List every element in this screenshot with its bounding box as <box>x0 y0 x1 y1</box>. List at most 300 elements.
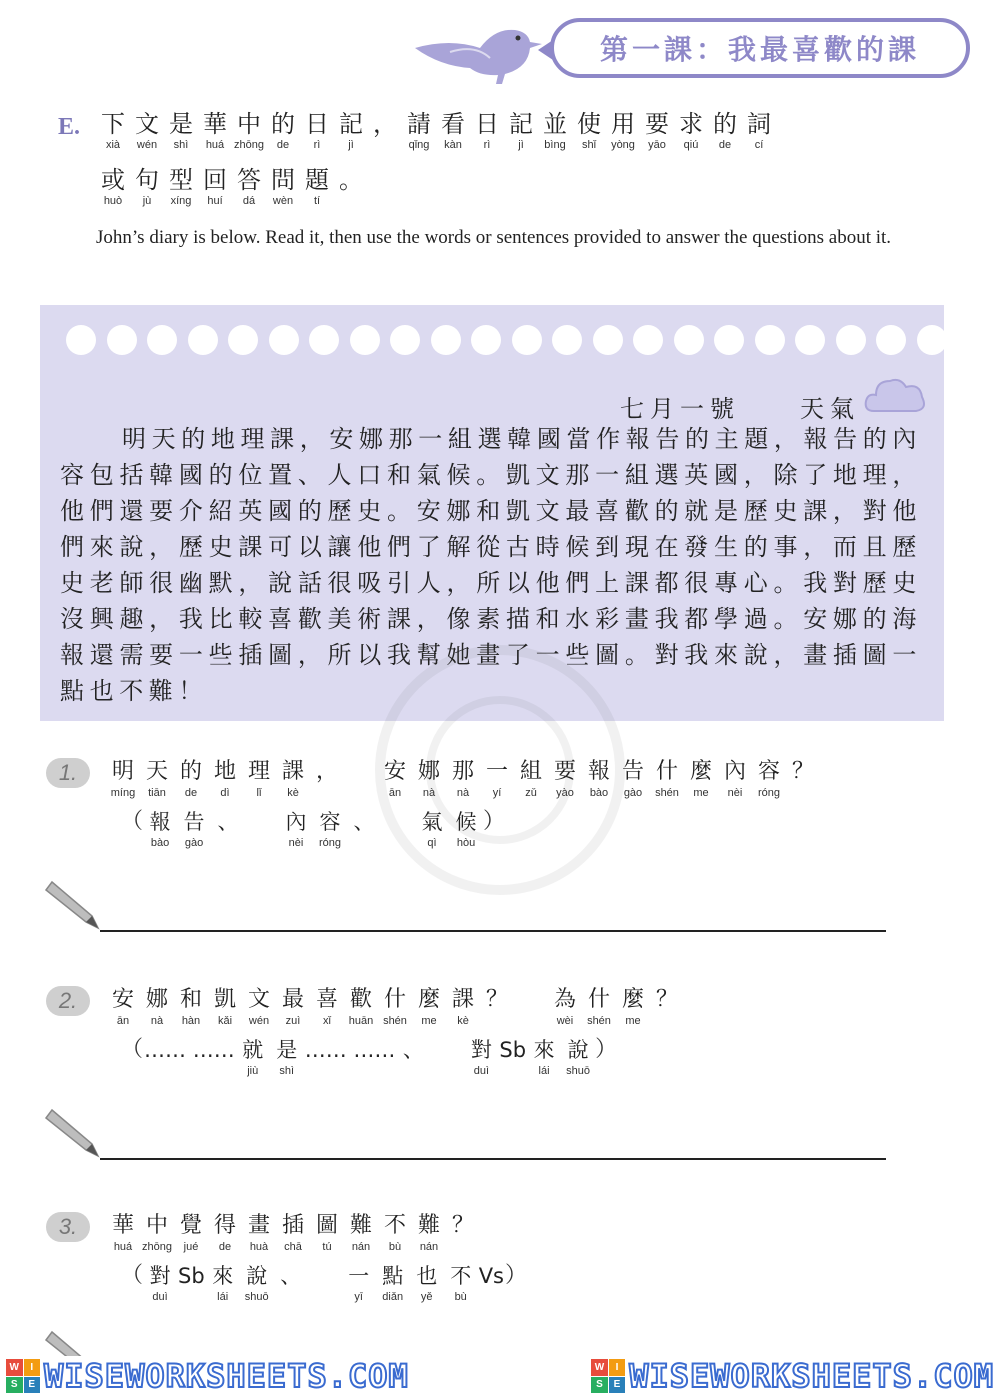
section-letter: E. <box>58 114 81 140</box>
pinyin: dì <box>220 787 230 799</box>
pinyin: huān <box>348 1015 374 1027</box>
ruby-char <box>311 1212 343 1254</box>
ruby-char <box>397 1036 429 1078</box>
notebook-hole <box>512 325 542 355</box>
notebook-hole <box>350 325 380 355</box>
pinyin <box>260 836 263 850</box>
ruby-char <box>237 1036 269 1078</box>
pinyin: shuō <box>566 1065 590 1077</box>
ruby-char <box>271 1036 303 1078</box>
pinyin: yòng <box>611 139 635 151</box>
hanzi: ， <box>373 110 397 138</box>
hanzi: 也 <box>416 1264 438 1288</box>
hanzi: 說 <box>246 1264 268 1288</box>
ruby-char <box>445 1262 477 1304</box>
hanzi: 要 <box>645 110 669 138</box>
notebook-holes <box>66 325 947 355</box>
pinyin: nèi <box>727 787 743 799</box>
ruby-char <box>447 758 479 800</box>
pinyin: wén <box>136 139 158 151</box>
ruby-char <box>141 758 173 800</box>
ruby-char <box>583 758 615 800</box>
pinyin: huò <box>103 195 123 207</box>
ruby-char <box>369 110 401 152</box>
ruby-char <box>335 110 367 152</box>
hanzi: 課 <box>281 759 304 784</box>
hanzi: ？ <box>451 1213 474 1238</box>
hanzi: 說 <box>567 1038 589 1062</box>
ruby-char <box>539 110 571 152</box>
ruby-char <box>675 110 707 152</box>
answer-field-3[interactable] <box>42 1330 892 1356</box>
hanzi: 什 <box>587 987 610 1012</box>
hanzi: 氣 <box>421 810 443 834</box>
notebook-hole <box>633 325 663 355</box>
ruby-char <box>345 986 377 1028</box>
pinyin: qǐng <box>408 139 430 151</box>
paren-close: ） <box>483 809 506 834</box>
footer-watermark <box>0 1356 1000 1396</box>
pinyin: yí <box>492 787 502 799</box>
hanzi: 一 <box>485 759 508 784</box>
ruby-char <box>144 1262 176 1304</box>
pinyin <box>349 194 352 208</box>
hanzi: 、 <box>353 810 375 834</box>
pinyin: kàn <box>444 139 462 151</box>
ruby-char <box>549 986 581 1028</box>
ruby-char <box>178 808 210 850</box>
hanzi: ？ <box>655 987 678 1012</box>
ruby-char <box>528 1036 560 1078</box>
pinyin: qì <box>427 837 437 849</box>
notebook-hole <box>836 325 866 355</box>
notebook-hole <box>674 325 704 355</box>
hanzi: 請 <box>407 110 431 138</box>
hanzi <box>350 758 372 786</box>
hanzi: 安 <box>383 759 406 784</box>
answer-field-2[interactable] <box>42 1108 892 1168</box>
ruby-char <box>175 758 207 800</box>
ruby-char <box>212 808 244 850</box>
pinyin: kǎi <box>217 1015 233 1027</box>
hanzi: 難 <box>349 1213 372 1238</box>
hanzi: …… …… <box>304 1038 396 1062</box>
hanzi: 日 <box>475 110 499 138</box>
ruby-char <box>311 986 343 1028</box>
ruby-char <box>515 758 547 800</box>
hanzi: 用 <box>611 110 635 138</box>
pinyin: diǎn <box>382 1291 404 1303</box>
ruby-char <box>301 110 333 152</box>
ruby-char <box>465 1036 497 1078</box>
hanzi: 麼 <box>621 987 644 1012</box>
ruby-char <box>277 986 309 1028</box>
ruby-char <box>309 1262 341 1304</box>
hanzi: 覺 <box>179 1213 202 1238</box>
pinyin: qiú <box>683 139 699 151</box>
paren-close: ） <box>595 1037 618 1062</box>
notebook-hole <box>755 325 785 355</box>
ruby-char <box>479 1262 504 1304</box>
notebook-hole <box>309 325 339 355</box>
ruby-char <box>617 758 649 800</box>
pinyin <box>383 138 386 152</box>
hanzi: 或 <box>101 166 125 194</box>
notebook-hole <box>269 325 299 355</box>
pinyin: hàn <box>181 1015 201 1027</box>
notebook-hole <box>795 325 825 355</box>
hanzi: 插 <box>281 1213 304 1238</box>
notebook-hole <box>107 325 137 355</box>
hanzi: 麼 <box>689 759 712 784</box>
notebook-hole <box>228 325 258 355</box>
pinyin: de <box>718 139 732 151</box>
pinyin: jué <box>183 1241 199 1253</box>
pinyin <box>495 1014 498 1028</box>
watermark-left <box>6 1357 409 1395</box>
hanzi: 對 <box>470 1038 492 1062</box>
hanzi: 記 <box>509 110 533 138</box>
hanzi: 使 <box>577 110 601 138</box>
ruby-char <box>144 1036 235 1078</box>
pinyin: nà <box>150 1015 164 1027</box>
ruby-char <box>343 1262 375 1304</box>
ruby-char <box>411 1262 443 1304</box>
ruby-char <box>141 1212 173 1254</box>
hanzi: 喜 <box>315 987 338 1012</box>
watermark-text: WISEWORKSHEETS.COM <box>629 1357 994 1395</box>
pinyin: kè <box>287 787 299 799</box>
hanzi: 不 <box>383 1213 406 1238</box>
ruby-char <box>97 110 129 152</box>
ruby-char <box>175 986 207 1028</box>
pinyin: huá <box>205 139 225 151</box>
ruby-char <box>246 808 278 850</box>
pinyin: chā <box>284 1241 302 1253</box>
pinyin: lái <box>538 1065 550 1077</box>
hanzi: 華 <box>111 1213 134 1238</box>
hanzi: 的 <box>271 110 295 138</box>
hanzi: 回 <box>203 166 227 194</box>
pinyin: shén <box>587 1015 611 1027</box>
ruby-char <box>241 1262 273 1304</box>
ruby-char <box>416 808 448 850</box>
pinyin <box>190 1290 193 1304</box>
hanzi: 容 <box>757 759 780 784</box>
pinyin: me <box>421 1015 437 1027</box>
pinyin: nà <box>456 787 470 799</box>
pinyin: yě <box>420 1291 433 1303</box>
pinyin: ān <box>116 1015 130 1027</box>
hanzi: 內 <box>285 810 307 834</box>
pinyin: zuì <box>285 1015 301 1027</box>
ruby-char <box>207 1262 239 1304</box>
ruby-char <box>267 166 299 208</box>
ruby-char <box>481 758 513 800</box>
ruby-char <box>277 758 309 800</box>
notebook-hole <box>431 325 461 355</box>
pinyin <box>323 1290 326 1304</box>
ruby-char <box>209 758 241 800</box>
notebook-hole <box>552 325 582 355</box>
hanzi: 圖 <box>315 1213 338 1238</box>
ruby-char <box>743 110 775 152</box>
pinyin: tí <box>313 195 321 207</box>
instruction-line-1 <box>96 110 776 152</box>
wise-logo-icon: W I S E <box>591 1359 625 1393</box>
pinyin: tiān <box>148 787 166 799</box>
ruby-char <box>377 1262 409 1304</box>
ruby-char <box>199 166 231 208</box>
notebook-hole <box>876 325 906 355</box>
ruby-char <box>471 110 503 152</box>
question-number: 3. <box>46 1212 90 1242</box>
ruby-char <box>165 166 197 208</box>
paren-open: （ <box>121 1263 144 1288</box>
hanzi: 日 <box>305 110 329 138</box>
hanzi: 下 <box>101 110 125 138</box>
pinyin <box>349 1064 352 1078</box>
hanzi: ， <box>315 759 338 784</box>
hanzi: 來 <box>212 1264 234 1288</box>
ruby-char <box>573 110 605 152</box>
pinyin <box>461 1240 464 1254</box>
hanzi: 內 <box>723 759 746 784</box>
hanzi: 是 <box>276 1038 298 1062</box>
pinyin: xǐ <box>323 1015 331 1027</box>
pinyin: yī <box>354 1291 363 1303</box>
ruby-char <box>437 110 469 152</box>
pinyin: xíng <box>170 195 192 207</box>
pinyin: yāo <box>648 139 666 151</box>
pinyin: de <box>218 1241 232 1253</box>
ruby-char <box>199 110 231 152</box>
pinyin: huí <box>207 195 223 207</box>
ruby-char <box>447 1212 479 1254</box>
hanzi: 中 <box>145 1213 168 1238</box>
ruby-char <box>549 758 581 800</box>
ruby-char <box>450 808 482 850</box>
ruby-char <box>583 986 615 1028</box>
pinyin: nán <box>351 1241 371 1253</box>
paren-close: ） <box>505 1263 528 1288</box>
hanzi <box>520 986 542 1014</box>
hanzi: 難 <box>417 1213 440 1238</box>
ruby-char <box>651 758 683 800</box>
question-number: 1. <box>46 758 90 788</box>
hanzi: 詞 <box>747 110 771 138</box>
pinyin: wén <box>248 1015 270 1027</box>
ruby-char <box>144 808 176 850</box>
pinyin <box>801 786 804 800</box>
pinyin: me <box>693 787 709 799</box>
pinyin: jì <box>348 139 354 151</box>
pinyin <box>446 1064 449 1078</box>
ruby-char <box>277 1212 309 1254</box>
pinyin: tú <box>322 1241 332 1253</box>
hanzi: 題 <box>305 166 329 194</box>
ruby-char <box>787 758 819 800</box>
pinyin: dá <box>242 195 256 207</box>
ruby-char <box>311 758 343 800</box>
hanzi: 組 <box>519 759 542 784</box>
lesson-title: 第一課：我最喜歡的課 <box>550 18 970 78</box>
hanzi: ？ <box>791 759 814 784</box>
ruby-char <box>165 110 197 152</box>
notebook-hole <box>66 325 96 355</box>
answer-line[interactable] <box>100 1158 886 1160</box>
hanzi <box>437 1036 458 1064</box>
pinyin: lǐ <box>256 787 262 799</box>
pinyin: wèi <box>556 1015 574 1027</box>
hanzi: 那 <box>451 759 474 784</box>
notebook-hole <box>917 325 947 355</box>
answer-line[interactable] <box>100 930 886 932</box>
pinyin: míng <box>110 787 136 799</box>
hanzi: 一 <box>348 1264 370 1288</box>
pinyin: bào <box>589 787 609 799</box>
question-text <box>106 986 684 1028</box>
ruby-char <box>301 166 333 208</box>
pinyin: huà <box>249 1241 269 1253</box>
hanzi: 文 <box>135 110 159 138</box>
pinyin: xià <box>105 139 121 151</box>
ruby-char <box>607 110 639 152</box>
hanzi: 報 <box>149 810 171 834</box>
hanzi: 對 <box>149 1264 171 1288</box>
ruby-char <box>335 166 367 208</box>
hanzi: 得 <box>213 1213 236 1238</box>
paren-open: （ <box>121 809 144 834</box>
hanzi: 告 <box>621 759 644 784</box>
ruby-char <box>379 758 411 800</box>
hanzi: 課 <box>451 987 474 1012</box>
hanzi: 是 <box>169 110 193 138</box>
hanzi: 。 <box>339 166 363 194</box>
pinyin: róng <box>757 787 781 799</box>
hanzi: 中 <box>237 110 261 138</box>
pinyin <box>490 1290 493 1304</box>
hanzi: 歡 <box>349 987 372 1012</box>
hanzi: 地 <box>213 759 236 784</box>
hanzi: ？ <box>485 987 508 1012</box>
ruby-char <box>345 758 377 800</box>
hanzi: 問 <box>271 166 295 194</box>
paren-open: （ <box>121 1037 144 1062</box>
pinyin <box>412 1064 415 1078</box>
hanzi: 報 <box>587 759 610 784</box>
ruby-char <box>562 1036 594 1078</box>
pinyin <box>362 836 365 850</box>
pinyin <box>396 836 399 850</box>
bird-icon <box>410 18 550 88</box>
hanzi: 明 <box>111 759 134 784</box>
diary-date: 七月一號 天氣 <box>620 395 860 423</box>
pinyin <box>665 1014 668 1028</box>
ruby-char <box>685 758 717 800</box>
notebook-hole <box>147 325 177 355</box>
hanzi: 容 <box>319 810 341 834</box>
hanzi: 的 <box>713 110 737 138</box>
hanzi: 和 <box>179 987 202 1012</box>
pinyin: bù <box>454 1291 467 1303</box>
answer-field-1[interactable] <box>42 880 892 940</box>
cloud-icon <box>862 373 928 417</box>
pinyin: nán <box>419 1241 439 1253</box>
watermark-text: WISEWORKSHEETS.COM <box>44 1357 409 1395</box>
question-hint <box>121 1036 617 1078</box>
ruby-char <box>719 758 751 800</box>
hanzi: 句 <box>135 166 159 194</box>
pinyin: jì <box>518 139 524 151</box>
pinyin: shén <box>655 787 679 799</box>
hanzi: 娜 <box>417 759 440 784</box>
hanzi: 最 <box>281 987 304 1012</box>
hanzi <box>388 808 409 836</box>
ruby-char <box>280 808 312 850</box>
hanzi: 不 <box>450 1264 472 1288</box>
pinyin: nà <box>422 787 436 799</box>
pinyin: bào <box>150 837 170 849</box>
ruby-char <box>709 110 741 152</box>
hanzi: …… …… <box>144 1038 235 1062</box>
ruby-char <box>413 986 445 1028</box>
hanzi: 為 <box>553 987 576 1012</box>
hanzi: 、 <box>402 1038 424 1062</box>
hanzi: 理 <box>247 759 270 784</box>
ruby-char <box>178 1262 205 1304</box>
ruby-char <box>403 110 435 152</box>
ruby-char <box>131 110 163 152</box>
question-text <box>106 758 820 800</box>
notebook-hole <box>471 325 501 355</box>
hanzi: 文 <box>247 987 270 1012</box>
hanzi: 華 <box>203 110 227 138</box>
wise-logo-icon: W I S E <box>6 1359 40 1393</box>
pencil-icon <box>42 1330 102 1356</box>
ruby-char <box>753 758 785 800</box>
pinyin <box>359 786 362 800</box>
notebook-hole <box>593 325 623 355</box>
pinyin <box>188 1064 191 1078</box>
pinyin: rì <box>313 139 321 151</box>
ruby-char <box>175 1212 207 1254</box>
hanzi: 告 <box>183 810 205 834</box>
ruby-char <box>243 986 275 1028</box>
watermark-right <box>591 1357 994 1395</box>
hanzi: Vs <box>478 1264 504 1288</box>
ruby-char <box>651 986 683 1028</box>
pinyin: gào <box>184 837 204 849</box>
pinyin: róng <box>319 837 342 849</box>
ruby-char <box>233 166 265 208</box>
pinyin: zhōng <box>234 139 264 151</box>
pinyin: shì <box>279 1065 295 1077</box>
ruby-char <box>348 808 380 850</box>
hanzi: 安 <box>111 987 134 1012</box>
hanzi: 、 <box>280 1264 302 1288</box>
ruby-char <box>345 1212 377 1254</box>
pinyin: me <box>625 1015 641 1027</box>
ruby-char <box>413 1212 445 1254</box>
hanzi: 麼 <box>417 987 440 1012</box>
ruby-char <box>481 986 513 1028</box>
pinyin: bù <box>388 1241 402 1253</box>
pinyin: de <box>184 787 198 799</box>
hanzi <box>314 1262 335 1290</box>
ruby-char <box>515 986 547 1028</box>
pinyin: hòu <box>456 837 476 849</box>
